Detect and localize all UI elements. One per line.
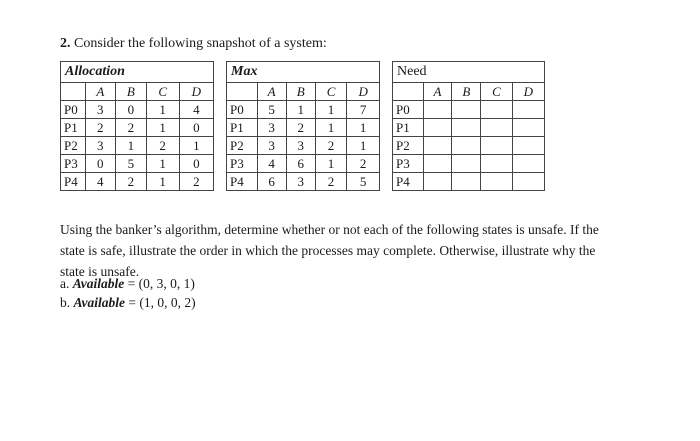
option-value: = (0, 3, 0, 1) — [124, 276, 195, 291]
cell: 1 — [286, 101, 315, 119]
table-row — [227, 137, 379, 155]
table-row — [393, 173, 544, 191]
table-row — [227, 101, 379, 119]
option-label: Available — [72, 276, 125, 291]
empty-cell — [481, 137, 512, 155]
cell: 1 — [315, 119, 346, 137]
cell: 2 — [347, 155, 379, 173]
empty-cell — [423, 137, 452, 155]
column-header: B — [286, 83, 315, 101]
table-row — [61, 119, 213, 137]
column-header: A — [85, 83, 116, 101]
table-row — [61, 101, 213, 119]
column-header: A — [257, 83, 286, 101]
column-header: A — [423, 83, 452, 101]
table-row — [227, 119, 379, 137]
cell: 1 — [347, 137, 379, 155]
cell: 6 — [286, 155, 315, 173]
cell: 1 — [116, 137, 147, 155]
allocation-header-row — [61, 83, 213, 101]
empty-cell — [452, 101, 481, 119]
cell: 2 — [179, 173, 213, 191]
need-title: Need — [393, 62, 544, 83]
cell: 0 — [116, 101, 147, 119]
instructions-line: state is unsafe. — [60, 264, 140, 279]
cell: 2 — [315, 137, 346, 155]
empty-cell — [512, 155, 544, 173]
cell: 3 — [85, 101, 116, 119]
table-row — [227, 173, 379, 191]
allocation-table — [60, 61, 214, 191]
option-label: Available — [73, 295, 125, 310]
empty-cell — [512, 137, 544, 155]
empty-cell — [423, 155, 452, 173]
option-b — [60, 295, 196, 311]
process-label: P4 — [61, 173, 85, 191]
option-value: = (1, 0, 0, 2) — [125, 295, 196, 310]
cell: 3 — [286, 173, 315, 191]
process-label: P2 — [227, 137, 257, 155]
cell: 1 — [146, 119, 179, 137]
need-table — [392, 61, 545, 191]
empty-cell — [512, 101, 544, 119]
need-header-row — [393, 83, 544, 101]
cell: 1 — [315, 101, 346, 119]
column-header: D — [347, 83, 379, 101]
cell: 3 — [286, 137, 315, 155]
cell: 1 — [146, 173, 179, 191]
option-prefix: a. — [60, 276, 70, 291]
header-empty — [61, 83, 85, 101]
cell: 3 — [85, 137, 116, 155]
header-empty — [227, 83, 257, 101]
cell: 4 — [179, 101, 213, 119]
cell: 0 — [85, 155, 116, 173]
empty-cell — [512, 173, 544, 191]
cell: 1 — [179, 137, 213, 155]
table-row — [227, 155, 379, 173]
cell: 3 — [257, 119, 286, 137]
header-empty — [393, 83, 423, 101]
process-label: P3 — [227, 155, 257, 173]
cell: 4 — [257, 155, 286, 173]
cell: 5 — [257, 101, 286, 119]
cell: 1 — [347, 119, 379, 137]
question-text: Consider the following snapshot of a system: — [74, 36, 327, 51]
cell: 0 — [179, 155, 213, 173]
table-row — [61, 155, 213, 173]
table-row — [393, 137, 544, 155]
instructions-line: state is safe, illustrate the order in which the processes may complete. Otherwise, illustrate why the — [60, 243, 596, 258]
empty-cell — [512, 119, 544, 137]
cell: 2 — [116, 119, 147, 137]
cell: 5 — [347, 173, 379, 191]
empty-cell — [481, 173, 512, 191]
process-label: P1 — [227, 119, 257, 137]
process-label: P0 — [393, 101, 423, 119]
cell: 2 — [146, 137, 179, 155]
table-row — [393, 155, 544, 173]
cell: 1 — [146, 155, 179, 173]
column-header: C — [481, 83, 512, 101]
cell: 2 — [315, 173, 346, 191]
column-header: B — [452, 83, 481, 101]
column-header: B — [116, 83, 147, 101]
column-header: C — [315, 83, 346, 101]
empty-cell — [423, 119, 452, 137]
empty-cell — [481, 119, 512, 137]
empty-cell — [452, 155, 481, 173]
empty-cell — [481, 155, 512, 173]
cell: 2 — [85, 119, 116, 137]
empty-cell — [452, 137, 481, 155]
max-title: Max — [227, 62, 379, 83]
max-table — [226, 61, 380, 191]
process-label: P4 — [227, 173, 257, 191]
process-label: P3 — [393, 155, 423, 173]
instructions-line: Using the banker’s algorithm, determine whether or not each of the following states is unsafe. If the — [60, 222, 599, 237]
empty-cell — [452, 173, 481, 191]
table-row — [61, 137, 213, 155]
question-heading — [60, 36, 327, 52]
process-label: P1 — [393, 119, 423, 137]
column-header: D — [179, 83, 213, 101]
empty-cell — [423, 173, 452, 191]
instructions-paragraph — [60, 219, 670, 282]
table-row — [393, 119, 544, 137]
empty-cell — [452, 119, 481, 137]
column-header: C — [146, 83, 179, 101]
process-label: P0 — [61, 101, 85, 119]
allocation-title: Allocation — [61, 62, 213, 83]
question-number: 2. — [60, 36, 71, 51]
column-header: D — [512, 83, 544, 101]
cell: 2 — [286, 119, 315, 137]
cell: 5 — [116, 155, 147, 173]
table-row — [393, 101, 544, 119]
cell: 4 — [85, 173, 116, 191]
cell: 2 — [116, 173, 147, 191]
option-prefix: b. — [60, 295, 71, 310]
process-label: P2 — [61, 137, 85, 155]
cell: 6 — [257, 173, 286, 191]
process-label: P0 — [227, 101, 257, 119]
cell: 0 — [179, 119, 213, 137]
empty-cell — [423, 101, 452, 119]
cell: 3 — [257, 137, 286, 155]
process-label: P2 — [393, 137, 423, 155]
option-a — [60, 276, 195, 292]
empty-cell — [481, 101, 512, 119]
cell: 7 — [347, 101, 379, 119]
process-label: P1 — [61, 119, 85, 137]
process-label: P3 — [61, 155, 85, 173]
process-label: P4 — [393, 173, 423, 191]
max-header-row — [227, 83, 379, 101]
cell: 1 — [315, 155, 346, 173]
cell: 1 — [146, 101, 179, 119]
table-row — [61, 173, 213, 191]
